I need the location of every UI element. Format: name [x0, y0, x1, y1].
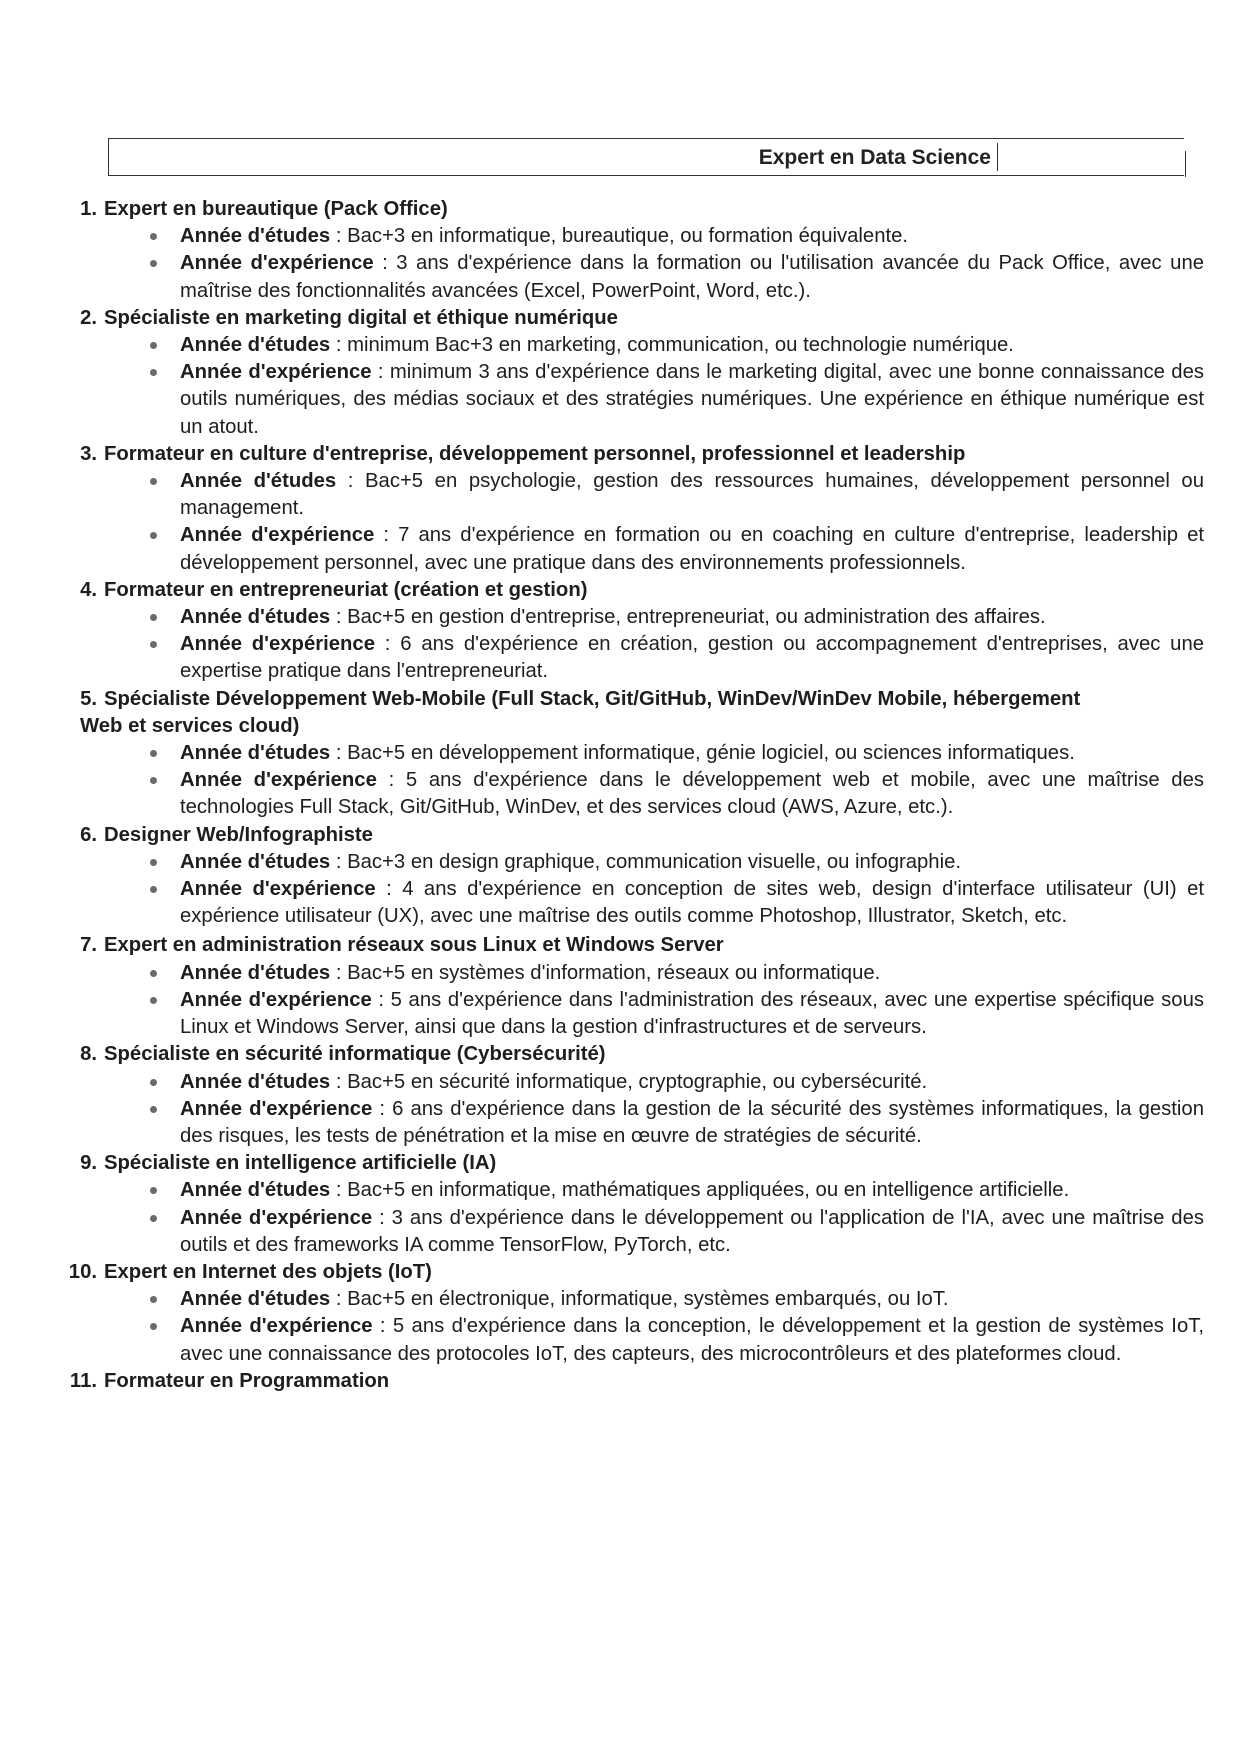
- text-experience: : 7 ans d'expérience en formation ou en coaching en culture d'entreprise, leadership et développement personnel, avec une pratique dans des environnements professionnels.: [180, 524, 1204, 574]
- label-etudes: Année d'études: [180, 1288, 331, 1311]
- label-experience: Année d'expérience: [180, 252, 374, 275]
- label-experience: Année d'expérience: [180, 1206, 373, 1229]
- item-heading: [64, 1368, 1204, 1395]
- bullet-experience: [180, 1205, 1204, 1259]
- label-etudes: Année d'études: [180, 470, 337, 493]
- item-number: 11.: [69, 1369, 97, 1392]
- bullet-experience: [180, 1096, 1204, 1150]
- requirements-list: [64, 196, 1204, 1395]
- item-heading: [64, 305, 1204, 332]
- item-number: 8.: [80, 1043, 97, 1066]
- item-heading: [64, 1259, 1204, 1286]
- list-item: [64, 1150, 1204, 1259]
- item-heading: [64, 577, 1204, 604]
- item-heading: [64, 1041, 1204, 1068]
- text-etudes: : Bac+3 en design graphique, communication visuelle, ou infographie.: [330, 850, 962, 873]
- text-experience: : 3 ans d'expérience dans la formation ou l'utilisation avancée du Pack Office, avec une maîtrise des fonctionnalités avancées (Excel, PowerPoint, Word, etc.).: [180, 252, 1205, 302]
- bullet-experience: [180, 767, 1204, 821]
- list-item: [64, 441, 1204, 577]
- label-experience: Année d'expérience: [180, 878, 376, 901]
- text-experience: : 3 ans d'expérience dans le développement ou l'application de l'IA, avec une maîtrise des outils et des frameworks IA comme TensorFlow, PyTorch, etc.: [180, 1206, 1205, 1256]
- bullet-etudes: [180, 332, 1204, 359]
- item-number: 7.: [80, 934, 97, 957]
- label-etudes: Année d'études: [180, 1070, 331, 1093]
- item-number: 10.: [68, 1260, 97, 1283]
- item-bullets: [64, 1069, 1204, 1151]
- text-etudes: : minimum Bac+3 en marketing, communication, ou technologie numérique.: [330, 334, 1014, 357]
- label-etudes: Année d'études: [180, 334, 331, 357]
- item-number: 1.: [80, 198, 97, 220]
- header-box: [108, 138, 1184, 176]
- item-bullets: [64, 1177, 1204, 1259]
- text-experience: : minimum 3 ans d'expérience dans le marketing digital, avec une bonne connaissance des outils numériques, des médias sociaux et des stratégies numériques. Une expérience en éthique numérique est un atout.: [180, 361, 1204, 438]
- bullet-etudes: [180, 740, 1204, 767]
- item-bullets: [64, 223, 1204, 305]
- list-item: [64, 196, 1204, 305]
- text-experience: : 6 ans d'expérience dans la gestion de la sécurité des systèmes informatiques, la gestion des risques, les tests de pénétration et la mise en œuvre de stratégies de sécurité.: [180, 1097, 1204, 1147]
- item-bullets: [64, 849, 1204, 931]
- item-number: 2.: [80, 306, 97, 329]
- bullet-experience: [180, 522, 1204, 576]
- label-etudes: Année d'études: [180, 1179, 331, 1202]
- label-etudes: Année d'études: [180, 225, 331, 248]
- list-item: [64, 1368, 1204, 1395]
- item-bullets: [64, 604, 1204, 686]
- text-etudes: : Bac+5 en sécurité informatique, cryptographie, ou cybersécurité.: [330, 1070, 928, 1093]
- item-heading: [64, 822, 1204, 849]
- text-etudes: : Bac+5 en systèmes d'information, réseaux ou informatique.: [330, 961, 881, 984]
- item-bullets: [64, 960, 1204, 1042]
- bullet-experience: [180, 359, 1204, 441]
- bullet-experience: [180, 987, 1204, 1041]
- bullet-experience: [180, 1313, 1204, 1367]
- item-title: Expert en Internet des objets (IoT): [104, 1260, 432, 1283]
- item-title: Spécialiste en intelligence artificielle (IA): [104, 1152, 497, 1175]
- label-experience: Année d'expérience: [180, 361, 372, 384]
- header-box-edge: [1185, 151, 1187, 177]
- list-item: [64, 1041, 1204, 1150]
- text-experience: : 4 ans d'expérience en conception de sites web, design d'interface utilisateur (UI) et expérience utilisateur (UX), avec une maîtrise des outils comme Photoshop, Illustrator, Sketch, etc.: [180, 878, 1204, 928]
- item-number: 9.: [80, 1152, 97, 1175]
- text-experience: : 5 ans d'expérience dans l'administration des réseaux, avec une expertise spécifique sous Linux et Windows Server, ainsi que dans la gestion d'infrastructures et de serveurs.: [180, 988, 1204, 1039]
- item-bullets: [64, 332, 1204, 441]
- bullet-etudes: [180, 223, 1204, 250]
- text-etudes: : Bac+5 en développement informatique, génie logiciel, ou sciences informatiques.: [330, 742, 1075, 765]
- item-title: Formateur en culture d'entreprise, développement personnel, professionnel et leadership: [104, 442, 966, 465]
- bullet-etudes: [180, 849, 1204, 876]
- item-heading: [64, 686, 1204, 740]
- item-bullets: [64, 468, 1204, 577]
- item-number: 4.: [80, 578, 97, 601]
- item-title: Expert en administration réseaux sous Linux et Windows Server: [104, 934, 724, 957]
- item-number: 5.: [80, 687, 97, 710]
- item-number: 3.: [80, 442, 97, 465]
- list-item: [64, 822, 1204, 931]
- item-title: Formateur en Programmation: [104, 1369, 390, 1392]
- label-experience: Année d'expérience: [180, 633, 375, 656]
- item-title-continuation: Web et services cloud): [80, 714, 300, 737]
- item-bullets: [64, 740, 1204, 822]
- label-etudes: Année d'études: [180, 850, 331, 873]
- item-title: Spécialiste Développement Web-Mobile (Full Stack, Git/GitHub, WinDev/WinDev Mobile, hébergement: [104, 687, 1081, 710]
- list-item: [64, 577, 1204, 686]
- label-etudes: Année d'études: [180, 742, 331, 765]
- list-item: [64, 1259, 1204, 1368]
- item-title: Designer Web/Infographiste: [104, 823, 373, 846]
- bullet-etudes: [180, 468, 1204, 522]
- bullet-etudes: [180, 604, 1204, 631]
- label-experience: Année d'expérience: [180, 988, 372, 1011]
- label-experience: Année d'expérience: [180, 524, 375, 547]
- label-experience: Année d'expérience: [180, 1097, 373, 1120]
- text-experience: : 6 ans d'expérience en création, gestion ou accompagnement d'entreprises, avec une expertise pratique dans l'entrepreneuriat.: [180, 633, 1205, 683]
- item-bullets: [64, 1286, 1204, 1368]
- label-experience: Année d'expérience: [180, 769, 377, 792]
- item-heading: [64, 441, 1204, 468]
- list-item: [64, 305, 1204, 441]
- item-heading: [64, 932, 1204, 959]
- bullet-etudes: [180, 1069, 1204, 1096]
- bullet-etudes: [180, 1286, 1204, 1313]
- item-title: Expert en bureautique (Pack Office): [104, 198, 448, 220]
- label-etudes: Année d'études: [180, 606, 331, 629]
- text-etudes: : Bac+5 en informatique, mathématiques appliquées, ou en intelligence artificielle.: [330, 1179, 1070, 1202]
- item-title: Spécialiste en sécurité informatique (Cybersécurité): [104, 1043, 606, 1066]
- bullet-experience: [180, 250, 1204, 304]
- bullet-experience: [180, 876, 1204, 930]
- text-experience: : 5 ans d'expérience dans la conception, le développement et la gestion de systèmes IoT, avec une connaissance des protocoles IoT, des capteurs, des microcontrôleurs et des plateformes cloud.: [180, 1315, 1204, 1365]
- bullet-etudes: [180, 1177, 1204, 1204]
- text-experience: : 5 ans d'expérience dans le développement web et mobile, avec une maîtrise des technologies Full Stack, Git/GitHub, WinDev, et des services cloud (AWS, Azure, etc.).: [180, 769, 1205, 819]
- label-experience: Année d'expérience: [180, 1315, 373, 1338]
- text-etudes: : Bac+5 en gestion d'entreprise, entrepreneuriat, ou administration des affaires.: [330, 606, 1046, 629]
- item-title-wrapper: [80, 686, 1204, 740]
- header-title: Expert en Data Science: [753, 143, 998, 171]
- item-number: 6.: [80, 823, 97, 846]
- item-title: Spécialiste en marketing digital et éthique numérique: [104, 306, 618, 329]
- bullet-experience: [180, 631, 1204, 685]
- list-item: [64, 932, 1204, 1041]
- label-etudes: Année d'études: [180, 961, 331, 984]
- text-etudes: : Bac+5 en électronique, informatique, systèmes embarqués, ou IoT.: [330, 1288, 949, 1311]
- bullet-etudes: [180, 960, 1204, 987]
- text-etudes: : Bac+5 en psychologie, gestion des ressources humaines, développement personnel ou management.: [180, 470, 1204, 520]
- list-item: [64, 686, 1204, 822]
- item-heading: [64, 196, 1204, 223]
- text-etudes: : Bac+3 en informatique, bureautique, ou formation équivalente.: [330, 225, 909, 248]
- item-title: Formateur en entrepreneuriat (création et gestion): [104, 578, 588, 601]
- item-heading: [64, 1150, 1204, 1177]
